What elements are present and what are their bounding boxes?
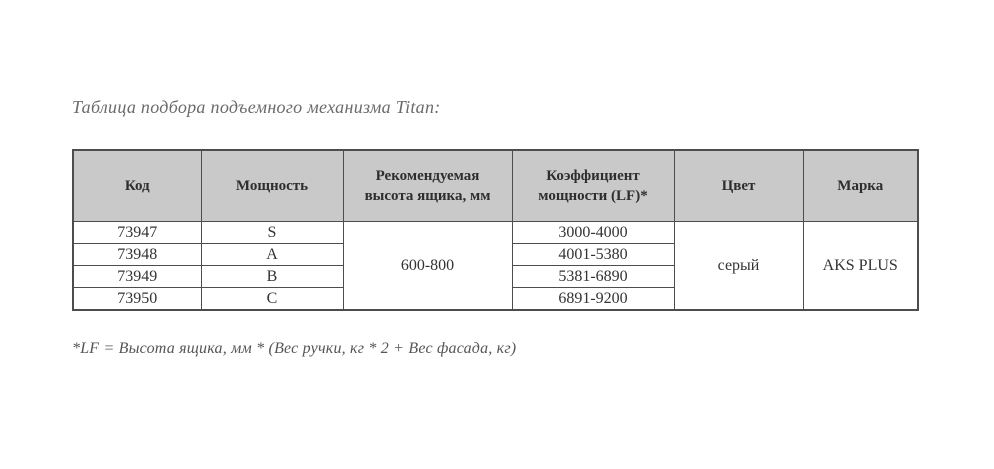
col-header-height: Рекомендуемая высота ящика, мм [343,150,512,222]
col-header-power: Мощность [201,150,343,222]
cell-code: 73950 [73,288,201,311]
col-header-code: Код [73,150,201,222]
cell-lf: 5381-6890 [512,266,674,288]
cell-power: C [201,288,343,311]
table-header-row [73,150,918,222]
cell-power: B [201,266,343,288]
titan-selection-table [72,149,919,311]
cell-color-merged: серый [674,222,803,311]
cell-code: 73949 [73,266,201,288]
cell-lf: 3000-4000 [512,222,674,244]
cell-lf: 4001-5380 [512,244,674,266]
cell-code: 73947 [73,222,201,244]
table-row [73,222,918,244]
cell-height-merged: 600-800 [343,222,512,311]
lf-formula-footnote: *LF = Высота ящика, мм * (Вес ручки, кг * 2 + Вес фасада, кг) [72,340,517,357]
cell-brand-merged: AKS PLUS [803,222,918,311]
page-title: Таблица подбора подъемного механизма Titan: [72,97,441,117]
cell-power: S [201,222,343,244]
col-header-brand: Марка [803,150,918,222]
col-header-lf: Коэффициент мощности (LF)* [512,150,674,222]
cell-lf: 6891-9200 [512,288,674,311]
document-content [72,0,917,358]
cell-code: 73948 [73,244,201,266]
col-header-color: Цвет [674,150,803,222]
cell-power: A [201,244,343,266]
